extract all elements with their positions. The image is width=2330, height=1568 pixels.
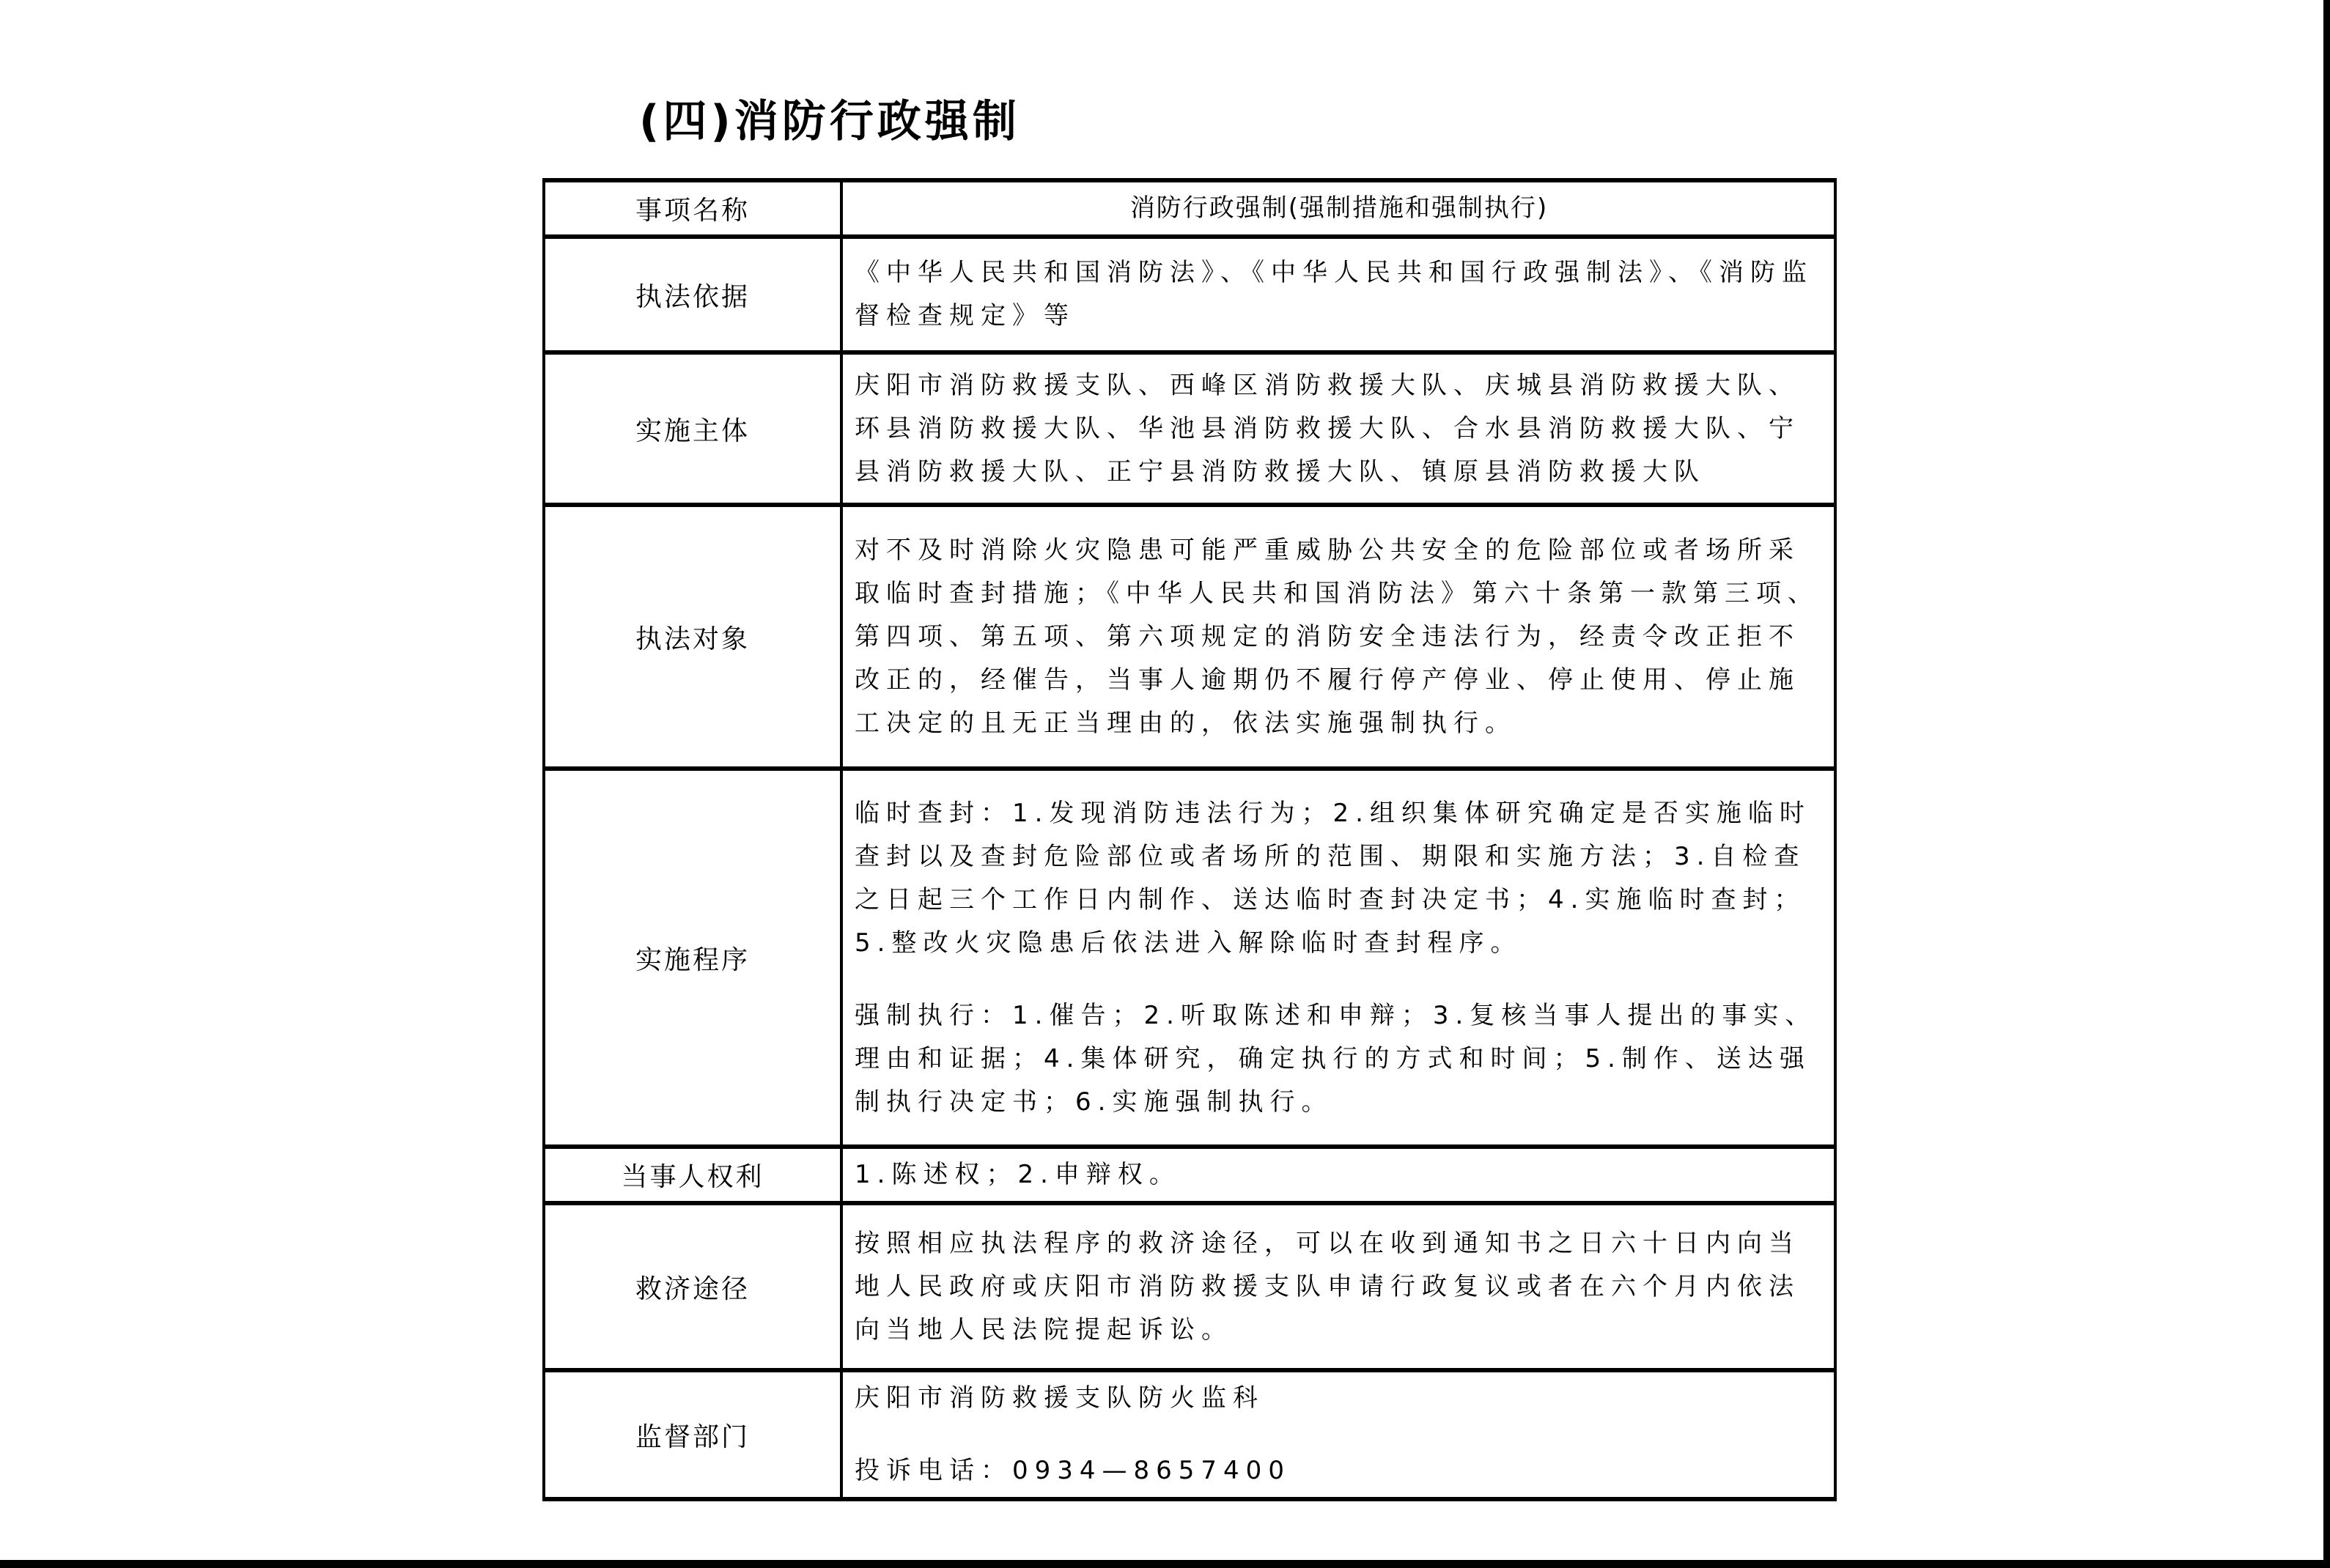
row-content [841, 237, 1835, 352]
row-content [841, 769, 1835, 1147]
enforcement-info-table [542, 178, 1837, 1501]
row-content [841, 180, 1835, 237]
paragraph: 1.陈述权；2.申辩权。 [855, 1160, 1181, 1189]
row-label: 实施主体 [544, 352, 841, 505]
paragraph: 庆阳市消防救援支队、西峰区消防救援大队、庆城县消防救援大队、环县消防救援大队、华池县消防救援大队、合水县消防救援大队、宁县消防救援大队、正宁县消防救援大队、镇原县消防救援大队 [855, 370, 1800, 487]
row-content [841, 1147, 1835, 1203]
table-row [544, 505, 1835, 769]
row-content [841, 505, 1835, 769]
row-label: 执法对象 [544, 505, 841, 769]
paragraph: 对不及时消除火灾隐患可能严重威胁公共安全的危险部位或者场所采取临时查封措施；《中华人民共和国消防法》第六十条第一款第三项、第四项、第五项、第六项规定的消防安全违法行为，经责令改正拒不改正的，经催告，当事人逾期仍不履行停产停业、停止使用、停止施工决定的且无正当理由的，依法实施强制执行。 [855, 535, 1819, 738]
paragraph: 投诉电话：0934—8657400 [855, 1456, 1291, 1485]
paragraph: 按照相应执法程序的救济途径，可以在收到通知书之日六十日内向当地人民政府或庆阳市消防救援支队申请行政复议或者在六个月内依法向当地人民法院提起诉讼。 [855, 1228, 1800, 1345]
table-row [544, 352, 1835, 505]
table-row [544, 1147, 1835, 1203]
paragraph: 《中华人民共和国消防法》、《中华人民共和国行政强制法》、《消防监督检查规定》等 [855, 258, 1813, 330]
table-row [544, 1203, 1835, 1370]
table-row [544, 237, 1835, 352]
row-label: 监督部门 [544, 1370, 841, 1499]
paragraph: 庆阳市消防救援支队防火监科 [855, 1383, 1264, 1413]
row-content [841, 1203, 1835, 1370]
table-row [544, 180, 1835, 237]
paragraph: 临时查封：1.发现消防违法行为；2.组织集体研究确定是否实施临时查封以及查封危险部位或者场所的范围、期限和实施方法；3.自检查之日起三个工作日内制作、送达临时查封决定书；4.实施临时查封；5.整改火灾隐患后依法进入解除临时查封程序。 [855, 798, 1811, 958]
table-row [544, 769, 1835, 1147]
row-content [841, 1370, 1835, 1499]
row-label: 事项名称 [544, 180, 841, 237]
row-label: 救济途径 [544, 1203, 841, 1370]
page-title: (四)消防行政强制 [639, 96, 1020, 147]
scan-edge-right [2323, 0, 2330, 1568]
paragraph: 消防行政强制(强制措施和强制执行) [1129, 193, 1549, 223]
row-content [841, 352, 1835, 505]
table-row [544, 1370, 1835, 1499]
row-label: 实施程序 [544, 769, 841, 1147]
row-label: 当事人权利 [544, 1147, 841, 1203]
scan-edge-bottom [0, 1560, 2330, 1568]
row-label: 执法依据 [544, 237, 841, 352]
paragraph: 强制执行：1.催告；2.听取陈述和申辩；3.复核当事人提出的事实、理由和证据；4.集体研究，确定执行的方式和时间；5.制作、送达强制执行决定书；6.实施强制执行。 [855, 1000, 1817, 1117]
